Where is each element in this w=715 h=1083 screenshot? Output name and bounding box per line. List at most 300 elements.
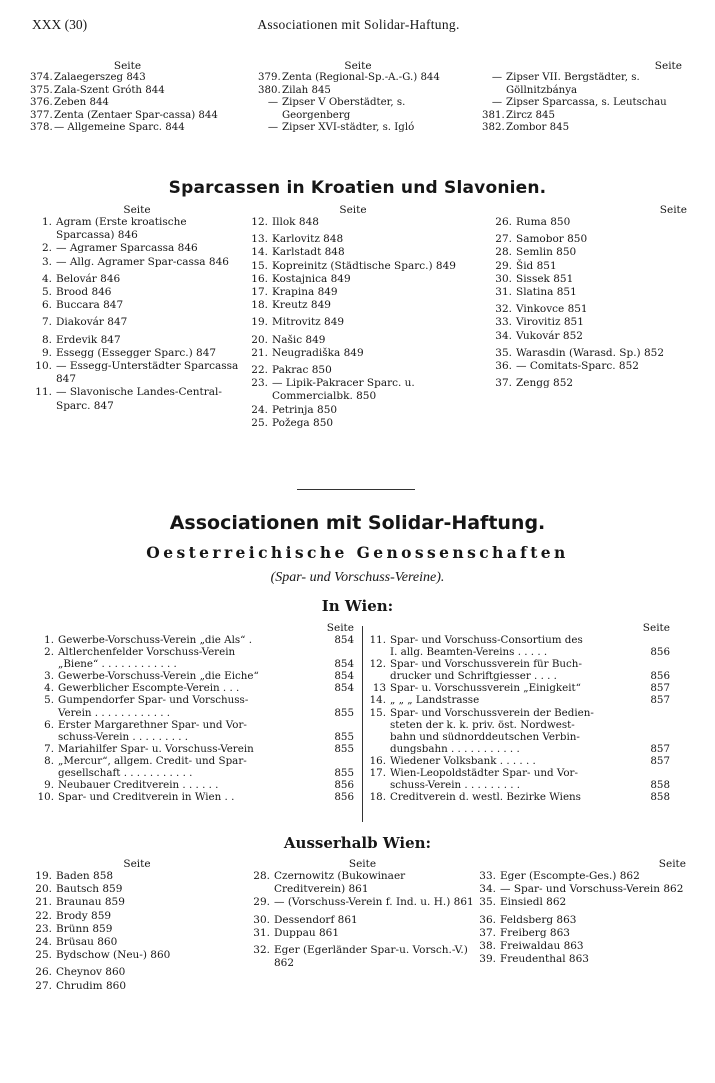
entry-number: 29.	[253, 896, 270, 909]
entry-text: Samobor 850	[516, 233, 588, 246]
list-item	[248, 299, 458, 312]
list-item	[258, 72, 458, 85]
page-number: XXX (30)	[32, 17, 88, 32]
table-row	[368, 670, 670, 682]
list-item	[248, 233, 458, 246]
entry-text: Spar- und Vorschussverein der Bedien-	[390, 706, 594, 719]
entry-number: 7.	[44, 742, 54, 755]
list-item	[248, 246, 458, 259]
entry-number: 34.	[495, 329, 512, 342]
entry-text: Spar- und Vorschussverein für Buch-	[390, 658, 582, 671]
entry-number: 17.	[369, 767, 386, 780]
table-row	[36, 707, 354, 719]
top-column-3	[482, 60, 682, 135]
list-item	[32, 980, 242, 993]
list-item	[32, 966, 242, 979]
entry-text: Zenta (Regional-Sp.-A.-G.) 844	[282, 72, 440, 83]
list-item	[32, 256, 242, 269]
list-item	[248, 347, 458, 360]
list-item	[248, 404, 458, 417]
entry-number: 18.	[251, 299, 268, 312]
entry-text: Kopreinitz (Städtische Sparc.) 849	[272, 259, 456, 272]
list-item	[482, 122, 682, 135]
entry-text: Zipser XVI-städter, s. Igló	[282, 122, 415, 134]
entry-page	[328, 646, 354, 658]
entry-number: 15.	[369, 706, 386, 719]
list-item	[32, 360, 242, 386]
entry-page: 855	[334, 742, 354, 755]
list-item	[32, 316, 242, 329]
entry-page	[644, 658, 670, 670]
entry-text: Gumpendorfer Spar- und Vorschuss-	[58, 694, 249, 707]
entry-text: Ruma 850	[516, 216, 571, 228]
entry-number: 377.	[30, 109, 53, 121]
entry-number: 12.	[251, 216, 268, 228]
entry-number: 8.	[41, 333, 52, 346]
kroatien-column-1	[32, 204, 242, 413]
table-row	[36, 646, 354, 658]
table-row	[368, 743, 670, 755]
entry-text: Erdevik 847	[56, 333, 121, 346]
entry-text: Essegg (Essegger Sparc.) 847	[56, 346, 217, 359]
entry-text: Kreutz 849	[272, 299, 331, 312]
list-item	[250, 896, 475, 909]
entry-number: 33.	[479, 870, 496, 882]
entry-number: 26.	[495, 216, 512, 228]
entry-text: Einsiedl 862	[500, 896, 567, 909]
entry-number: 30.	[495, 272, 512, 285]
entry-number: 21.	[251, 346, 268, 359]
entry-text: Slatina 851	[516, 286, 577, 299]
entry-text: — Spar- und Vorschuss-Verein 862	[500, 883, 684, 896]
list-item	[248, 216, 458, 229]
list-item	[492, 347, 687, 360]
entry-text: Virovitiz 851	[516, 316, 584, 329]
entry-page	[328, 755, 354, 767]
heading-ausserhalb-wien: Ausserhalb Wien:	[283, 834, 432, 852]
entry-text: Freiberg 863	[500, 926, 570, 939]
list-item	[32, 949, 242, 962]
entry-text: Agram (Erste kroatische Sparcassa) 846	[56, 216, 187, 242]
entry-number	[368, 743, 390, 755]
entry-text: Požega 850	[272, 416, 334, 429]
list-item	[492, 246, 687, 259]
entry-text: Gewerblicher Escompte-Verein . . .	[58, 682, 240, 695]
entry-number: 11.	[369, 634, 386, 646]
table-row	[36, 694, 354, 706]
seite-label: Seite	[654, 60, 682, 72]
table-row	[368, 634, 670, 646]
entry-number: 4.	[41, 272, 52, 285]
list-item	[476, 940, 686, 953]
entry-text: Buccara 847	[56, 299, 124, 312]
seite-label: Seite	[659, 204, 687, 216]
section-divider	[297, 489, 415, 490]
list-item	[30, 97, 225, 110]
entry-number: 36.	[479, 913, 496, 926]
entry-text: — Essegg-Unterstädter Sparcassa 847	[56, 360, 239, 386]
entry-number: 32.	[495, 303, 512, 316]
table-row	[368, 658, 670, 670]
entry-number: 8.	[44, 754, 54, 767]
entry-number: 375.	[30, 84, 53, 96]
entry-number: 14.	[369, 694, 386, 707]
list-item	[476, 953, 686, 966]
list-item	[482, 72, 682, 97]
entry-text: Zala-Szent Gróth 844	[54, 84, 165, 96]
list-item	[258, 85, 458, 98]
entry-number: 3.	[44, 670, 54, 683]
entry-text: Bautsch 859	[56, 883, 123, 896]
entry-number: 29.	[495, 259, 512, 272]
entry-page: 856	[334, 791, 354, 804]
entry-number: 6.	[44, 718, 54, 731]
entry-text: Spar- u. Vorschussverein „Einigkeit“	[390, 682, 581, 695]
entry-text: Petrinja 850	[272, 403, 338, 416]
entry-number: 14.	[251, 246, 268, 259]
entry-number: 24.	[251, 403, 268, 416]
entry-text: Zengg 852	[516, 377, 574, 390]
entry-text: — Lipik-Pakracer Sparc. u. Commercialbk. 850	[272, 377, 415, 403]
list-item	[248, 377, 458, 403]
list-item	[32, 910, 242, 923]
seite-label: Seite	[344, 60, 372, 72]
entry-text: Belovár 846	[56, 272, 121, 285]
list-item	[482, 110, 682, 123]
list-item	[492, 360, 687, 373]
entry-text: Freiwaldau 863	[500, 940, 584, 953]
entry-number: 13	[372, 682, 386, 695]
entry-text: Brood 846	[56, 286, 112, 299]
entry-page: 857	[650, 754, 670, 767]
entry-text: Karlstadt 848	[272, 246, 345, 259]
entry-text: — Allgemeine Sparc. 844	[54, 122, 185, 134]
list-item	[30, 85, 225, 98]
list-item	[476, 883, 686, 896]
list-item	[492, 377, 687, 390]
entry-number	[368, 779, 390, 791]
seite-label: Seite	[123, 858, 151, 870]
entry-text: gesellschaft . . . . . . . . . . .	[58, 767, 193, 780]
wien-list-right	[368, 622, 670, 803]
entry-text: Wien-Leopoldstädter Spar- und Vor-	[390, 767, 578, 780]
entry-number: 2.	[41, 242, 52, 255]
seite-label: Seite	[658, 858, 686, 870]
entry-number: 37.	[495, 377, 512, 390]
entry-text: Vukovár 852	[516, 329, 583, 342]
table-row	[36, 791, 354, 803]
entry-number: 28.	[253, 870, 270, 882]
top-column-1	[30, 60, 225, 135]
entry-number: —	[267, 97, 278, 109]
entry-page	[644, 634, 670, 646]
entry-number: 19.	[35, 870, 52, 882]
entry-text: schuss-Verein . . . . . . . . .	[58, 730, 189, 743]
table-row	[368, 694, 670, 706]
entry-number: 24.	[35, 936, 52, 949]
table-row	[36, 743, 354, 755]
list-item	[476, 870, 686, 883]
seite-label: Seite	[348, 858, 377, 870]
entry-text: Zipser V Oberstädter, s. Georgenberg	[282, 97, 406, 121]
seite-label: Seite	[113, 60, 142, 72]
entry-number: 27.	[35, 979, 52, 992]
ausserhalb-column-1	[32, 858, 242, 993]
entry-text: Verein . . . . . . . . . . . .	[58, 706, 171, 719]
entry-number: 22.	[35, 909, 52, 922]
entry-text: Mariahilfer Spar- u. Vorschuss-Verein	[58, 742, 254, 755]
entry-number: 30.	[253, 913, 270, 926]
entry-text: Duppau 861	[274, 926, 340, 939]
list-item	[30, 122, 225, 135]
table-row	[36, 658, 354, 670]
entry-number: 10.	[35, 360, 52, 373]
table-row	[36, 719, 354, 731]
list-item	[492, 316, 687, 329]
entry-text: Gewerbe-Vorschuss-Verein „die Als“ .	[58, 634, 252, 646]
entry-text: Šid 851	[516, 259, 557, 272]
list-item	[492, 286, 687, 299]
entry-text: Dessendorf 861	[274, 913, 358, 926]
list-item	[482, 97, 682, 110]
entry-text: Bydschow (Neu-) 860	[56, 949, 171, 962]
table-row	[368, 719, 670, 731]
entry-number: 35.	[479, 896, 496, 909]
list-item	[32, 386, 242, 412]
entry-text: Cheynov 860	[56, 966, 126, 979]
entry-text: dungsbahn . . . . . . . . . . .	[390, 742, 520, 755]
entry-number: 380.	[258, 84, 281, 96]
list-item	[492, 216, 687, 229]
table-row	[368, 646, 670, 658]
entry-number: 27.	[495, 233, 512, 246]
entry-text: Zipser VII. Bergstädter, s. Göllnitzbánya	[506, 72, 640, 96]
entry-number: 36.	[495, 360, 512, 373]
entry-number: 5.	[44, 694, 54, 707]
table-row	[36, 779, 354, 791]
entry-text: — Agramer Sparcassa 846	[56, 242, 198, 255]
entry-text: Eger (Escompte-Ges.) 862	[500, 870, 640, 882]
entry-text: Illok 848	[272, 216, 319, 228]
list-item	[476, 896, 686, 909]
entry-text: Creditverein d. westl. Bezirke Wiens	[390, 791, 581, 804]
list-item	[492, 273, 687, 286]
list-item	[250, 944, 475, 970]
entry-number: 7.	[41, 316, 52, 329]
table-row	[368, 731, 670, 743]
entry-text: Brüsau 860	[56, 936, 118, 949]
list-item	[492, 303, 687, 316]
entry-page	[644, 719, 670, 731]
entry-text: schuss-Verein . . . . . . . . .	[390, 779, 521, 792]
entry-text: Chrudim 860	[56, 979, 126, 992]
entry-text: Warasdin (Warasd. Sp.) 852	[516, 346, 665, 359]
entry-text: Wiedener Volksbank . . . . . .	[390, 754, 536, 767]
list-item	[30, 110, 225, 123]
entry-text: Altlerchenfelder Vorschuss-Verein	[58, 646, 236, 659]
entry-text: Eger (Egerländer Spar-u. Vorsch.-V.) 862	[274, 944, 468, 970]
entry-number: 1.	[44, 634, 54, 646]
entry-number: 382.	[482, 122, 505, 134]
entry-number	[36, 731, 58, 743]
seite-label: Seite	[326, 622, 354, 634]
entry-text: Mitrovitz 849	[272, 316, 345, 329]
heading-in-wien: In Wien:	[321, 597, 394, 615]
running-header	[32, 17, 685, 37]
entry-text: Diakovár 847	[56, 316, 128, 329]
entry-text: Gewerbe-Vorschuss-Verein „die Eiche“	[58, 670, 259, 683]
entry-number: 25.	[35, 949, 52, 962]
entry-number: 32.	[253, 944, 270, 957]
table-row	[36, 731, 354, 743]
entry-number: —	[491, 72, 502, 83]
entry-number	[36, 658, 58, 670]
table-row	[36, 767, 354, 779]
top-column-2	[258, 60, 458, 135]
entry-text: Brünn 859	[56, 922, 113, 935]
entry-page: 854	[334, 682, 354, 695]
entry-number: 31.	[495, 286, 512, 299]
table-row	[368, 707, 670, 719]
table-row	[36, 755, 354, 767]
entry-text: Neubauer Creditverein . . . . . .	[58, 779, 219, 792]
entry-page: 855	[334, 706, 354, 719]
entry-number	[368, 731, 390, 743]
ausserhalb-column-2	[250, 858, 475, 970]
entry-text: Zeben 844	[54, 97, 109, 109]
table-row	[368, 791, 670, 803]
entry-number: 17.	[251, 286, 268, 299]
entry-number: 23.	[35, 922, 52, 935]
entry-text: — Comitats-Sparc. 852	[516, 360, 639, 373]
list-item	[248, 334, 458, 347]
entry-text: Kostajnica 849	[272, 272, 351, 285]
list-item	[32, 216, 242, 242]
table-row	[36, 634, 354, 646]
entry-number: 16.	[251, 272, 268, 285]
list-item	[492, 260, 687, 273]
entry-number: 5.	[41, 286, 52, 299]
entry-page: 856	[334, 779, 354, 792]
entry-page: 858	[650, 779, 670, 792]
entry-text: — Slavonische Landes-Central-Sparc. 847	[56, 386, 222, 412]
entry-number: 20.	[35, 883, 52, 896]
entry-page	[328, 719, 354, 731]
seite-label: Seite	[339, 204, 367, 216]
entry-text: steten der k. k. priv. öst. Nordwest-	[390, 718, 575, 731]
column-divider	[362, 626, 363, 822]
list-item	[258, 122, 458, 135]
entry-text: „Mercur“, allgem. Credit- und Spar-	[58, 754, 247, 767]
list-item	[32, 286, 242, 299]
entry-number: 18.	[369, 791, 386, 804]
ausserhalb-column-3	[476, 858, 686, 966]
list-item	[32, 347, 242, 360]
section-title-associationen: Associationen mit Solidar-Haftung.	[169, 512, 546, 534]
entry-number: 6.	[41, 299, 52, 312]
entry-number: 21.	[35, 896, 52, 909]
table-row	[368, 779, 670, 791]
kroatien-column-3	[492, 204, 687, 390]
list-item	[248, 364, 458, 377]
entry-number: 9.	[41, 346, 52, 359]
entry-number: —	[491, 97, 502, 109]
entry-text: Pakrac 850	[272, 364, 332, 377]
entry-text: Semlin 850	[516, 246, 577, 259]
entry-number: 16.	[369, 754, 386, 767]
list-item	[250, 927, 475, 940]
entry-number: 15.	[251, 259, 268, 272]
entry-number: 11.	[35, 386, 52, 399]
list-item	[32, 242, 242, 255]
table-row	[36, 682, 354, 694]
entry-number: 37.	[479, 926, 496, 939]
entry-text: Braunau 859	[56, 896, 125, 909]
entry-number: 9.	[44, 779, 54, 792]
table-row	[368, 767, 670, 779]
entry-page	[644, 767, 670, 779]
list-item	[32, 923, 242, 936]
seite-label: Seite	[123, 204, 151, 216]
list-item	[250, 870, 475, 896]
entry-number: 4.	[44, 682, 54, 695]
entry-text: Zombor 845	[506, 122, 570, 134]
entry-number: —	[267, 122, 278, 134]
list-item	[258, 97, 458, 122]
entry-number: 25.	[251, 416, 268, 429]
entry-number: 28.	[495, 246, 512, 259]
entry-number: 34.	[479, 883, 496, 896]
list-item	[32, 936, 242, 949]
entry-number	[368, 670, 390, 682]
list-item	[248, 286, 458, 299]
entry-text: „ „ „ Landstrasse	[390, 694, 480, 707]
section-subsubtitle: (Spar- und Vorschuss-Vereine).	[270, 570, 445, 585]
entry-number: 38.	[479, 940, 496, 953]
seite-label: Seite	[642, 622, 670, 634]
entry-text: Zircz 845	[506, 109, 555, 121]
entry-number: 39.	[479, 953, 496, 966]
entry-text: Krapina 849	[272, 286, 338, 299]
entry-number	[368, 646, 390, 658]
entry-number	[36, 707, 58, 719]
entry-page	[644, 707, 670, 719]
entry-page: 855	[334, 767, 354, 780]
table-row	[36, 670, 354, 682]
entry-text: Našic 849	[272, 333, 326, 346]
entry-number: 31.	[253, 926, 270, 939]
entry-text: Spar- und Creditverein in Wien . .	[58, 791, 235, 804]
entry-text: drucker und Schriftgiesser . . . .	[390, 670, 557, 683]
entry-number: 3.	[41, 255, 52, 268]
entry-text: Erster Margarethner Spar- und Vor-	[58, 718, 247, 731]
list-item	[492, 330, 687, 343]
entry-number: 379.	[258, 72, 281, 83]
entry-page: 855	[334, 730, 354, 743]
entry-text: Zipser Sparcassa, s. Leutschau	[506, 97, 667, 109]
entry-text: Baden 858	[56, 870, 114, 882]
entry-text: Zenta (Zentaer Spar-cassa) 844	[54, 109, 218, 121]
entry-number: 20.	[251, 333, 268, 346]
entry-number: 1.	[41, 216, 52, 228]
entry-number	[36, 767, 58, 779]
entry-page: 857	[650, 742, 670, 755]
entry-page: 856	[650, 646, 670, 659]
entry-number: 19.	[251, 316, 268, 329]
entry-number: 10.	[37, 791, 54, 804]
list-item	[32, 896, 242, 909]
entry-number: 378.	[30, 122, 53, 134]
